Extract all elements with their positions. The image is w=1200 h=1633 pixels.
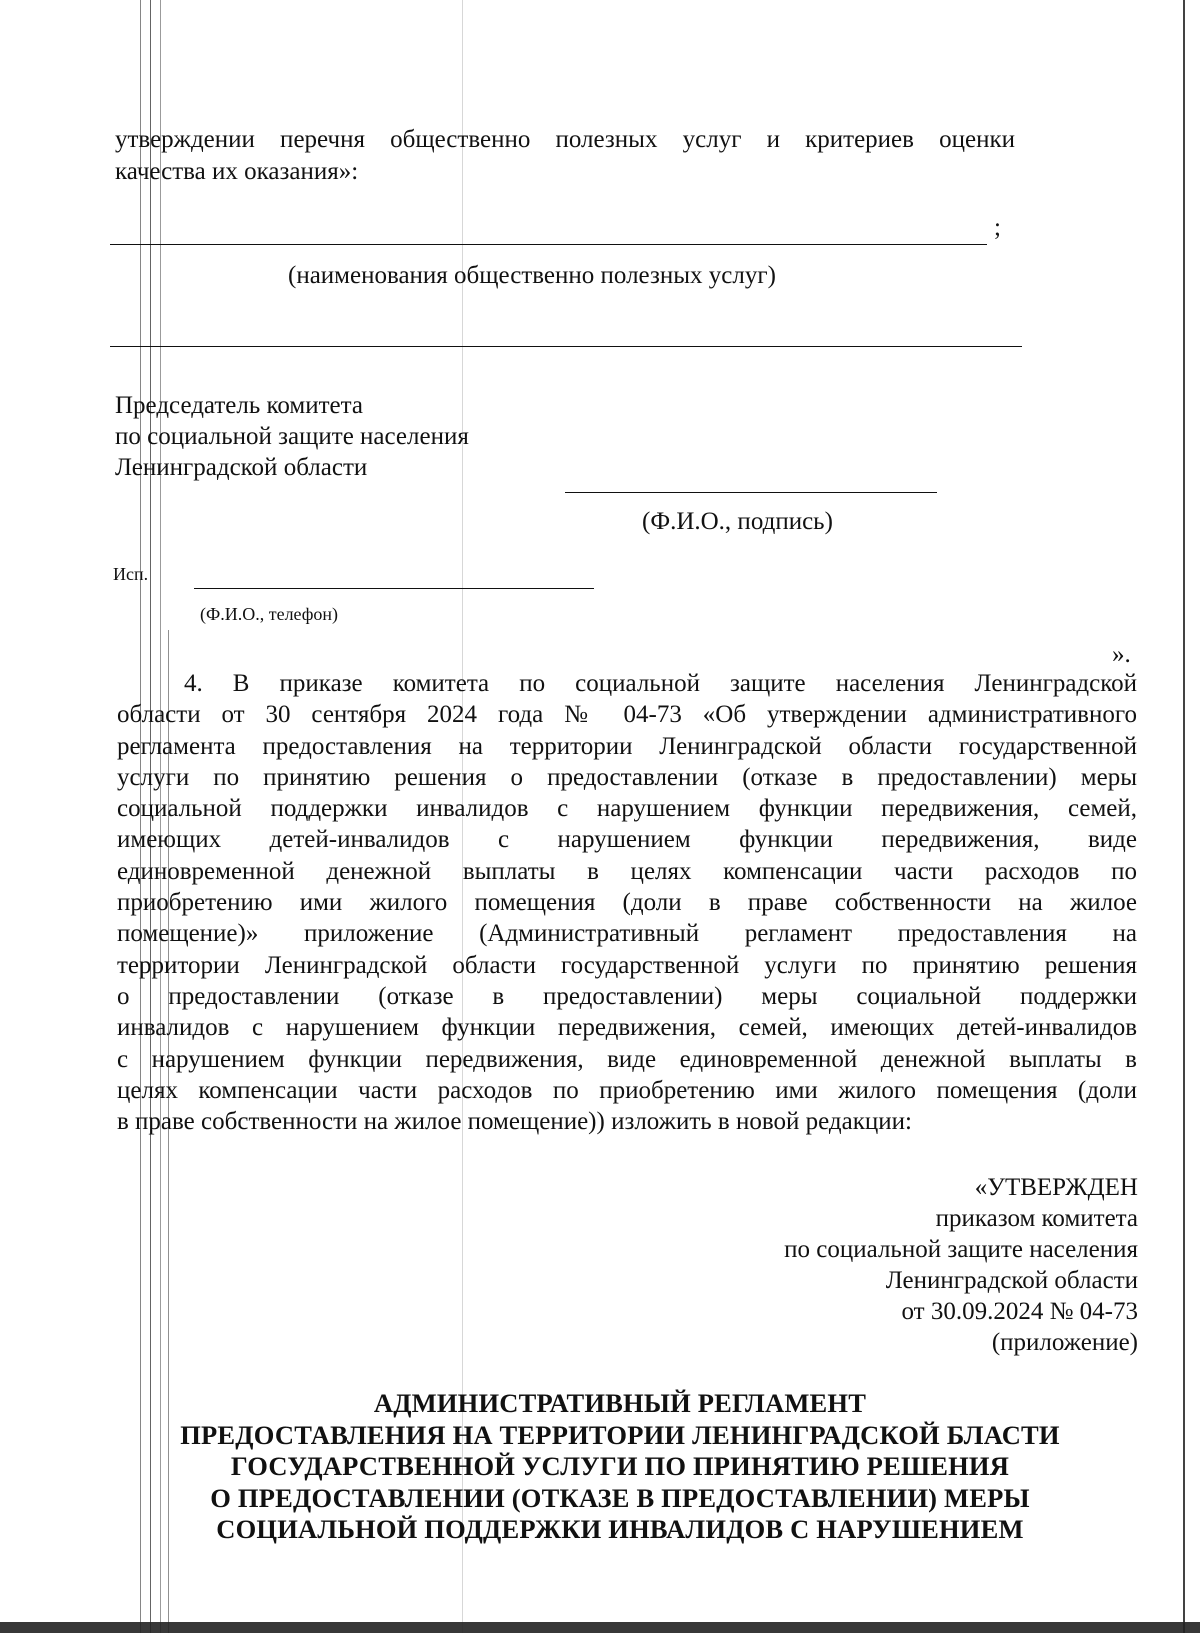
paragraph-line: имеющих детей-инвалидов с нарушением функции передвижения, виде — [117, 826, 1137, 854]
paragraph-line: целях компенсации части расходов по приобретению ими жилого помещения (доли — [117, 1076, 1137, 1104]
approval-line: «УТВЕРЖДЕН — [974, 1174, 1138, 1201]
approval-line: приказом комитета — [935, 1205, 1138, 1232]
signature-position-line-2: по социальной защите населения — [115, 423, 469, 450]
paragraph-line: социальной поддержки инвалидов с нарушением функции передвижения, семей, — [117, 795, 1137, 823]
paragraph-line: приобретению ими жилого помещения (доли в праве собственности на жилое — [117, 889, 1137, 917]
paragraph-line: услуги по принятию решения о предоставлении (отказе в предоставлении) меры — [117, 763, 1137, 791]
paragraph-line: единовременной денежной выплаты в целях компенсации части расходов по — [117, 857, 1137, 885]
executor-blank-line — [194, 588, 594, 589]
approval-line: Ленинградской области — [885, 1267, 1138, 1294]
title-line: О ПРЕДОСТАВЛЕНИИ (ОТКАЗЕ В ПРЕДОСТАВЛЕНИИ) МЕРЫ — [210, 1482, 1030, 1513]
intro-line-1: утверждении перечня общественно полезных услуг и критериев оценки — [115, 126, 1015, 153]
approval-block — [784, 1172, 1138, 1358]
signature-position-line-3: Ленинградской области — [115, 454, 368, 481]
closing-quote: ». — [1112, 641, 1131, 668]
paragraph-line: территории Ленинградской области государственной услуги по принятию решения — [117, 951, 1137, 979]
regulation-title — [120, 1388, 1120, 1546]
paragraph-line: в праве собственности на жилое помещение)) изложить в новой редакции: — [117, 1108, 912, 1136]
paragraph-line: 4. В приказе комитета по социальной защите населения Ленинградской — [184, 670, 1137, 697]
scan-artifact-line — [1183, 0, 1185, 1633]
title-line: СОЦИАЛЬНОЙ ПОДДЕРЖКИ ИНВАЛИДОВ С НАРУШЕНИЕМ — [216, 1514, 1024, 1544]
paragraph-line: области от 30 сентября 2024 года № 04-73 «Об утверждении административного — [117, 701, 1137, 729]
scan-artifact-line — [0, 1622, 1200, 1633]
executor-caption: (Ф.И.О., телефон) — [200, 604, 339, 624]
approval-line: от 30.09.2024 № 04-73 — [901, 1298, 1138, 1325]
paragraph-line: помещение)» приложение (Административный регламент предоставления на — [117, 920, 1137, 948]
signature-position-line-1: Председатель комитета — [115, 392, 363, 419]
signature-blank-line — [565, 492, 937, 493]
approval-line: (приложение) — [991, 1329, 1138, 1356]
paragraph-line: регламента предоставления на территории Ленинградской области государственной — [117, 732, 1137, 760]
title-line: ГОСУДАРСТВЕННОЙ УСЛУГИ ПО ПРИНЯТИЮ РЕШЕНИЯ — [230, 1451, 1010, 1481]
approval-line: по социальной защите населения — [784, 1236, 1138, 1263]
signature-caption: (Ф.И.О., подпись) — [642, 508, 833, 535]
intro-line-2: качества их оказания»: — [115, 158, 359, 185]
title-line: АДМИНИСТРАТИВНЫЙ РЕГЛАМЕНТ — [373, 1388, 867, 1418]
semicolon: ; — [994, 214, 1001, 241]
services-blank-line-1 — [110, 244, 987, 245]
executor-label: Исп. — [113, 564, 149, 584]
services-blank-line-2 — [110, 346, 1022, 347]
paragraph-line: о предоставлении (отказе в предоставлении) меры социальной поддержки — [117, 982, 1137, 1010]
title-line: ПРЕДОСТАВЛЕНИЯ НА ТЕРРИТОРИИ ЛЕНИНГРАДСКОЙ БЛАСТИ — [180, 1419, 1060, 1450]
paragraph-line: с нарушением функции передвижения, виде единовременной денежной выплаты в — [117, 1045, 1137, 1073]
services-caption: (наименования общественно полезных услуг) — [288, 262, 776, 289]
paragraph-line: инвалидов с нарушением функции передвижения, семей, имеющих детей-инвалидов — [117, 1014, 1137, 1042]
paragraph-4 — [117, 668, 1137, 1137]
